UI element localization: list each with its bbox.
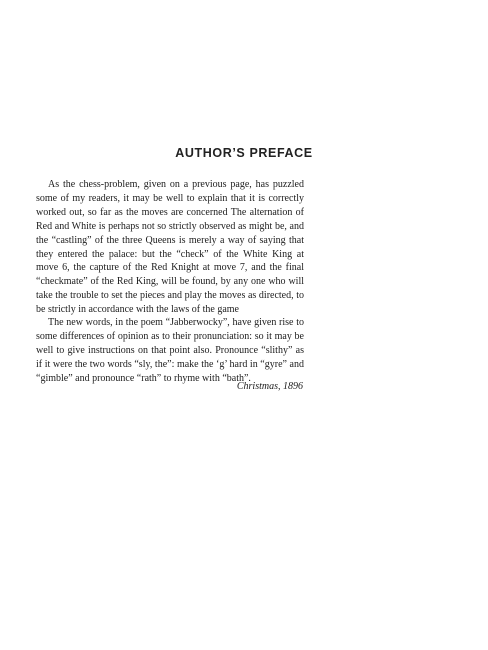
paragraph-jabberwocky: The new words, in the poem “Jabberwocky”, have given rise to some differences of opinion as to their pronunciation: so it may be well to give instructions on that point also. Pronounce “slithy” as if it were the two words “sly, the”: make the ‘g’ hard in “gyre” and “gimble” and pronounce “rath” to rhyme with “bath”. xyxy=(36,317,304,384)
page-title: AUTHOR’S PREFACE xyxy=(175,146,313,160)
paragraph-chess-problem: As the chess-problem, given on a previous page, has puzzled some of my readers, it may be well to explain that it is correctly worked out, so far as the moves are concerned The alternation of Red and White is perhaps not so strictly observed as might be, and the “castling” of the three Queens is merely a way of saying that they entered the palace: but the “check” of the White King at move 6, the capture of the Red Knight at move 7, and the final “checkmate” of the Red King, will be found, by any one who will take the trouble to set the pieces and play the moves as directed, to be strictly in accordance with the laws of the game xyxy=(36,179,304,316)
signature-date: Christmas, 1896 xyxy=(236,381,303,392)
